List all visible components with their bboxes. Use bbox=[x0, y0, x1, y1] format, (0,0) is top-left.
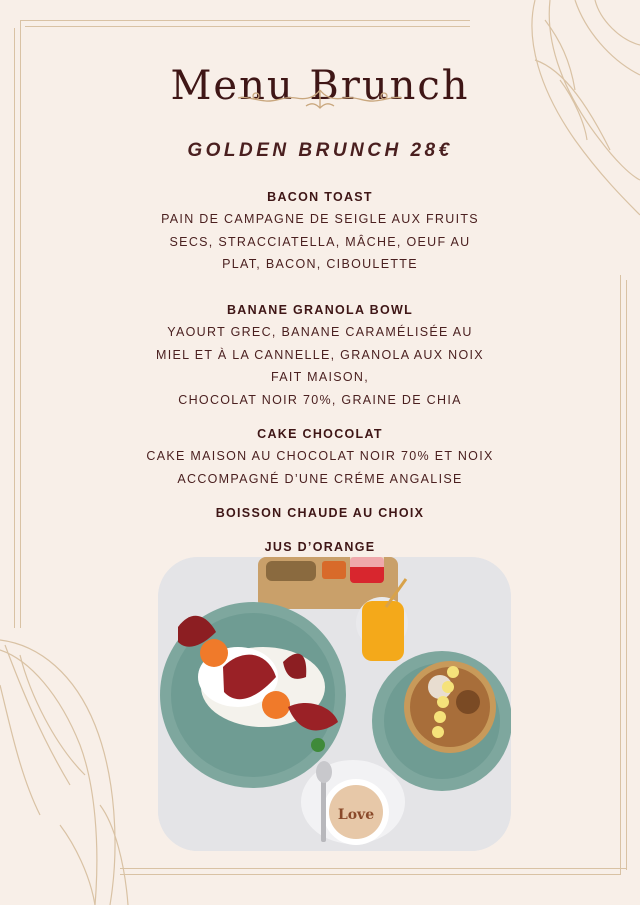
latte-art-text: Love bbox=[337, 807, 375, 823]
item-line: MIEL ET À LA CANNELLE, GRANOLA AUX NOIX bbox=[156, 347, 484, 362]
item-line: PAIN DE CAMPAGNE DE SEIGLE AUX FRUITS bbox=[161, 212, 479, 226]
ornament-flourish bbox=[236, 86, 404, 112]
frame-line-top bbox=[20, 20, 470, 21]
item-line: CHOCOLAT NOIR 70%, GRAINE DE CHIA bbox=[178, 392, 462, 407]
item-name: CAKE CHOCOLAT bbox=[257, 427, 383, 441]
item-name: BACON TOAST bbox=[267, 190, 373, 204]
item-name: JUS D’ORANGE bbox=[264, 540, 376, 554]
brunch-photo bbox=[158, 557, 511, 851]
frame-line-bottom-inner bbox=[120, 874, 620, 875]
frame-line-top-inner bbox=[25, 26, 470, 27]
menu-item-jus-orange bbox=[140, 536, 500, 558]
item-line: ACCOMPAGNÉ D’UNE CRÉME ANGALISE bbox=[177, 471, 463, 486]
item-line: YAOURT GREC, BANANE CARAMÉLISÉE AU bbox=[167, 325, 473, 339]
leaf-illustration-top-right bbox=[515, 0, 640, 230]
frame-line-left bbox=[14, 28, 15, 628]
item-name: BOISSON CHAUDE AU CHOIX bbox=[215, 506, 425, 520]
frame-line-left-inner bbox=[20, 20, 21, 628]
item-line: SECS, STRACCIATELLA, MÂCHE, OEUF AU bbox=[169, 234, 471, 249]
menu-item-bacon-toast bbox=[140, 186, 500, 276]
frame-line-bottom bbox=[120, 868, 626, 869]
menu-item-banane-granola-bowl bbox=[140, 299, 500, 411]
item-line: FAIT MAISON, bbox=[270, 370, 370, 385]
frame-line-right-inner bbox=[626, 280, 627, 870]
item-name: BANANE GRANOLA BOWL bbox=[226, 303, 414, 317]
brunch-photo-illustration bbox=[158, 557, 511, 851]
menu-title: Menu Brunch bbox=[170, 62, 470, 109]
frame-line-right bbox=[620, 275, 621, 875]
menu-item-cake-chocolat bbox=[140, 423, 500, 490]
item-line: CAKE MAISON AU CHOCOLAT NOIR 70% ET NOIX bbox=[146, 449, 494, 463]
menu-item-boisson-chaude bbox=[140, 502, 500, 524]
orange-juice-glass bbox=[362, 601, 404, 661]
leaf-illustration-bottom-left bbox=[0, 625, 140, 905]
item-line: PLAT, BACON, CIBOULETTE bbox=[222, 257, 418, 272]
menu-subtitle: GOLDEN BRUNCH 28€ bbox=[187, 140, 453, 161]
